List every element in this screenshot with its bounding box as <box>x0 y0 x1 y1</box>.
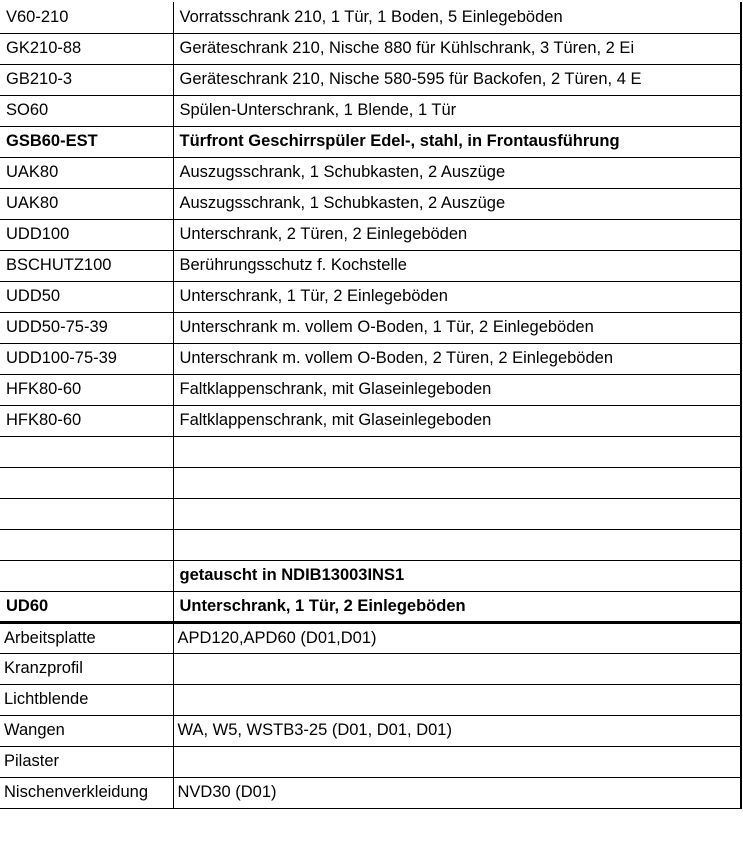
table-row <box>0 343 741 374</box>
article-code-cell[interactable]: HFK80-60 <box>0 405 173 436</box>
article-code-cell[interactable]: UDD100-75-39 <box>0 343 173 374</box>
table-row <box>0 33 741 64</box>
parts-table <box>0 2 742 809</box>
article-code-cell[interactable] <box>0 467 173 498</box>
description-cell[interactable]: Faltklappenschrank, mit Glaseinlegeboden <box>173 405 741 436</box>
attribute-label-cell[interactable]: Arbeitsplatte <box>0 622 173 653</box>
table-row <box>0 467 741 498</box>
article-code-cell[interactable]: GK210-88 <box>0 33 173 64</box>
article-code-cell[interactable]: BSCHUTZ100 <box>0 250 173 281</box>
attribute-value-cell[interactable]: APD120,APD60 (D01,D01) <box>173 622 741 653</box>
table-row <box>0 281 741 312</box>
description-cell[interactable]: Geräteschrank 210, Nische 880 für Kühlschrank, 3 Türen, 2 Ei <box>173 33 741 64</box>
article-code-cell[interactable]: UDD100 <box>0 219 173 250</box>
description-cell[interactable]: Unterschrank, 1 Tür, 2 Einlegeböden <box>173 281 741 312</box>
description-cell[interactable] <box>173 529 741 560</box>
table-row <box>0 498 741 529</box>
attribute-row <box>0 684 741 715</box>
table-row <box>0 188 741 219</box>
table-row <box>0 64 741 95</box>
article-code-cell[interactable]: UD60 <box>0 591 173 622</box>
description-cell[interactable] <box>173 436 741 467</box>
description-cell[interactable]: Faltklappenschrank, mit Glaseinlegeboden <box>173 374 741 405</box>
article-code-cell[interactable]: GB210-3 <box>0 64 173 95</box>
attribute-label-cell[interactable]: Nischenverkleidung <box>0 777 173 808</box>
article-code-cell[interactable]: UAK80 <box>0 157 173 188</box>
description-cell[interactable] <box>173 498 741 529</box>
attribute-row <box>0 715 741 746</box>
article-code-cell[interactable] <box>0 529 173 560</box>
attribute-label-cell[interactable]: Pilaster <box>0 746 173 777</box>
article-code-cell[interactable]: V60-210 <box>0 2 173 33</box>
table-row <box>0 126 741 157</box>
attribute-label-cell[interactable]: Kranzprofil <box>0 653 173 684</box>
table-row <box>0 436 741 467</box>
description-cell[interactable]: Spülen-Unterschrank, 1 Blende, 1 Tür <box>173 95 741 126</box>
table-row <box>0 2 741 33</box>
attribute-value-cell[interactable] <box>173 653 741 684</box>
description-cell[interactable]: Auszugsschrank, 1 Schubkasten, 2 Auszüge <box>173 157 741 188</box>
description-cell[interactable]: Unterschrank, 2 Türen, 2 Einlegeböden <box>173 219 741 250</box>
table-row <box>0 219 741 250</box>
description-cell[interactable]: Geräteschrank 210, Nische 580-595 für Backofen, 2 Türen, 4 E <box>173 64 741 95</box>
article-code-cell[interactable]: UDD50-75-39 <box>0 312 173 343</box>
attribute-value-cell[interactable]: NVD30 (D01) <box>173 777 741 808</box>
description-cell[interactable] <box>173 467 741 498</box>
attribute-value-cell[interactable]: WA, W5, WSTB3-25 (D01, D01, D01) <box>173 715 741 746</box>
description-cell[interactable]: Unterschrank m. vollem O-Boden, 1 Tür, 2 Einlegeböden <box>173 312 741 343</box>
table-row <box>0 560 741 591</box>
description-cell[interactable]: Unterschrank, 1 Tür, 2 Einlegeböden <box>173 591 741 622</box>
table-row <box>0 405 741 436</box>
description-cell[interactable]: Vorratsschrank 210, 1 Tür, 1 Boden, 5 Einlegeböden <box>173 2 741 33</box>
table-row <box>0 95 741 126</box>
table-row <box>0 529 741 560</box>
description-cell[interactable]: Unterschrank m. vollem O-Boden, 2 Türen, 2 Einlegeböden <box>173 343 741 374</box>
article-code-cell[interactable]: SO60 <box>0 95 173 126</box>
attribute-row <box>0 622 741 653</box>
table-row <box>0 312 741 343</box>
article-code-cell[interactable] <box>0 560 173 591</box>
table-row <box>0 591 741 622</box>
attribute-row <box>0 746 741 777</box>
attribute-label-cell[interactable]: Lichtblende <box>0 684 173 715</box>
table-row <box>0 374 741 405</box>
table-row <box>0 157 741 188</box>
description-cell[interactable]: Türfront Geschirrspüler Edel-, stahl, in Frontausführung <box>173 126 741 157</box>
article-code-cell[interactable]: GSB60-EST <box>0 126 173 157</box>
attribute-label-cell[interactable]: Wangen <box>0 715 173 746</box>
article-code-cell[interactable]: UAK80 <box>0 188 173 219</box>
description-cell[interactable]: Auszugsschrank, 1 Schubkasten, 2 Auszüge <box>173 188 741 219</box>
table-row <box>0 250 741 281</box>
article-code-cell[interactable] <box>0 436 173 467</box>
attribute-value-cell[interactable] <box>173 684 741 715</box>
attribute-row <box>0 777 741 808</box>
attribute-value-cell[interactable] <box>173 746 741 777</box>
description-cell[interactable]: getauscht in NDIB13003INS1 <box>173 560 741 591</box>
description-cell[interactable]: Berührungsschutz f. Kochstelle <box>173 250 741 281</box>
article-code-cell[interactable]: UDD50 <box>0 281 173 312</box>
article-code-cell[interactable] <box>0 498 173 529</box>
attribute-row <box>0 653 741 684</box>
article-code-cell[interactable]: HFK80-60 <box>0 374 173 405</box>
